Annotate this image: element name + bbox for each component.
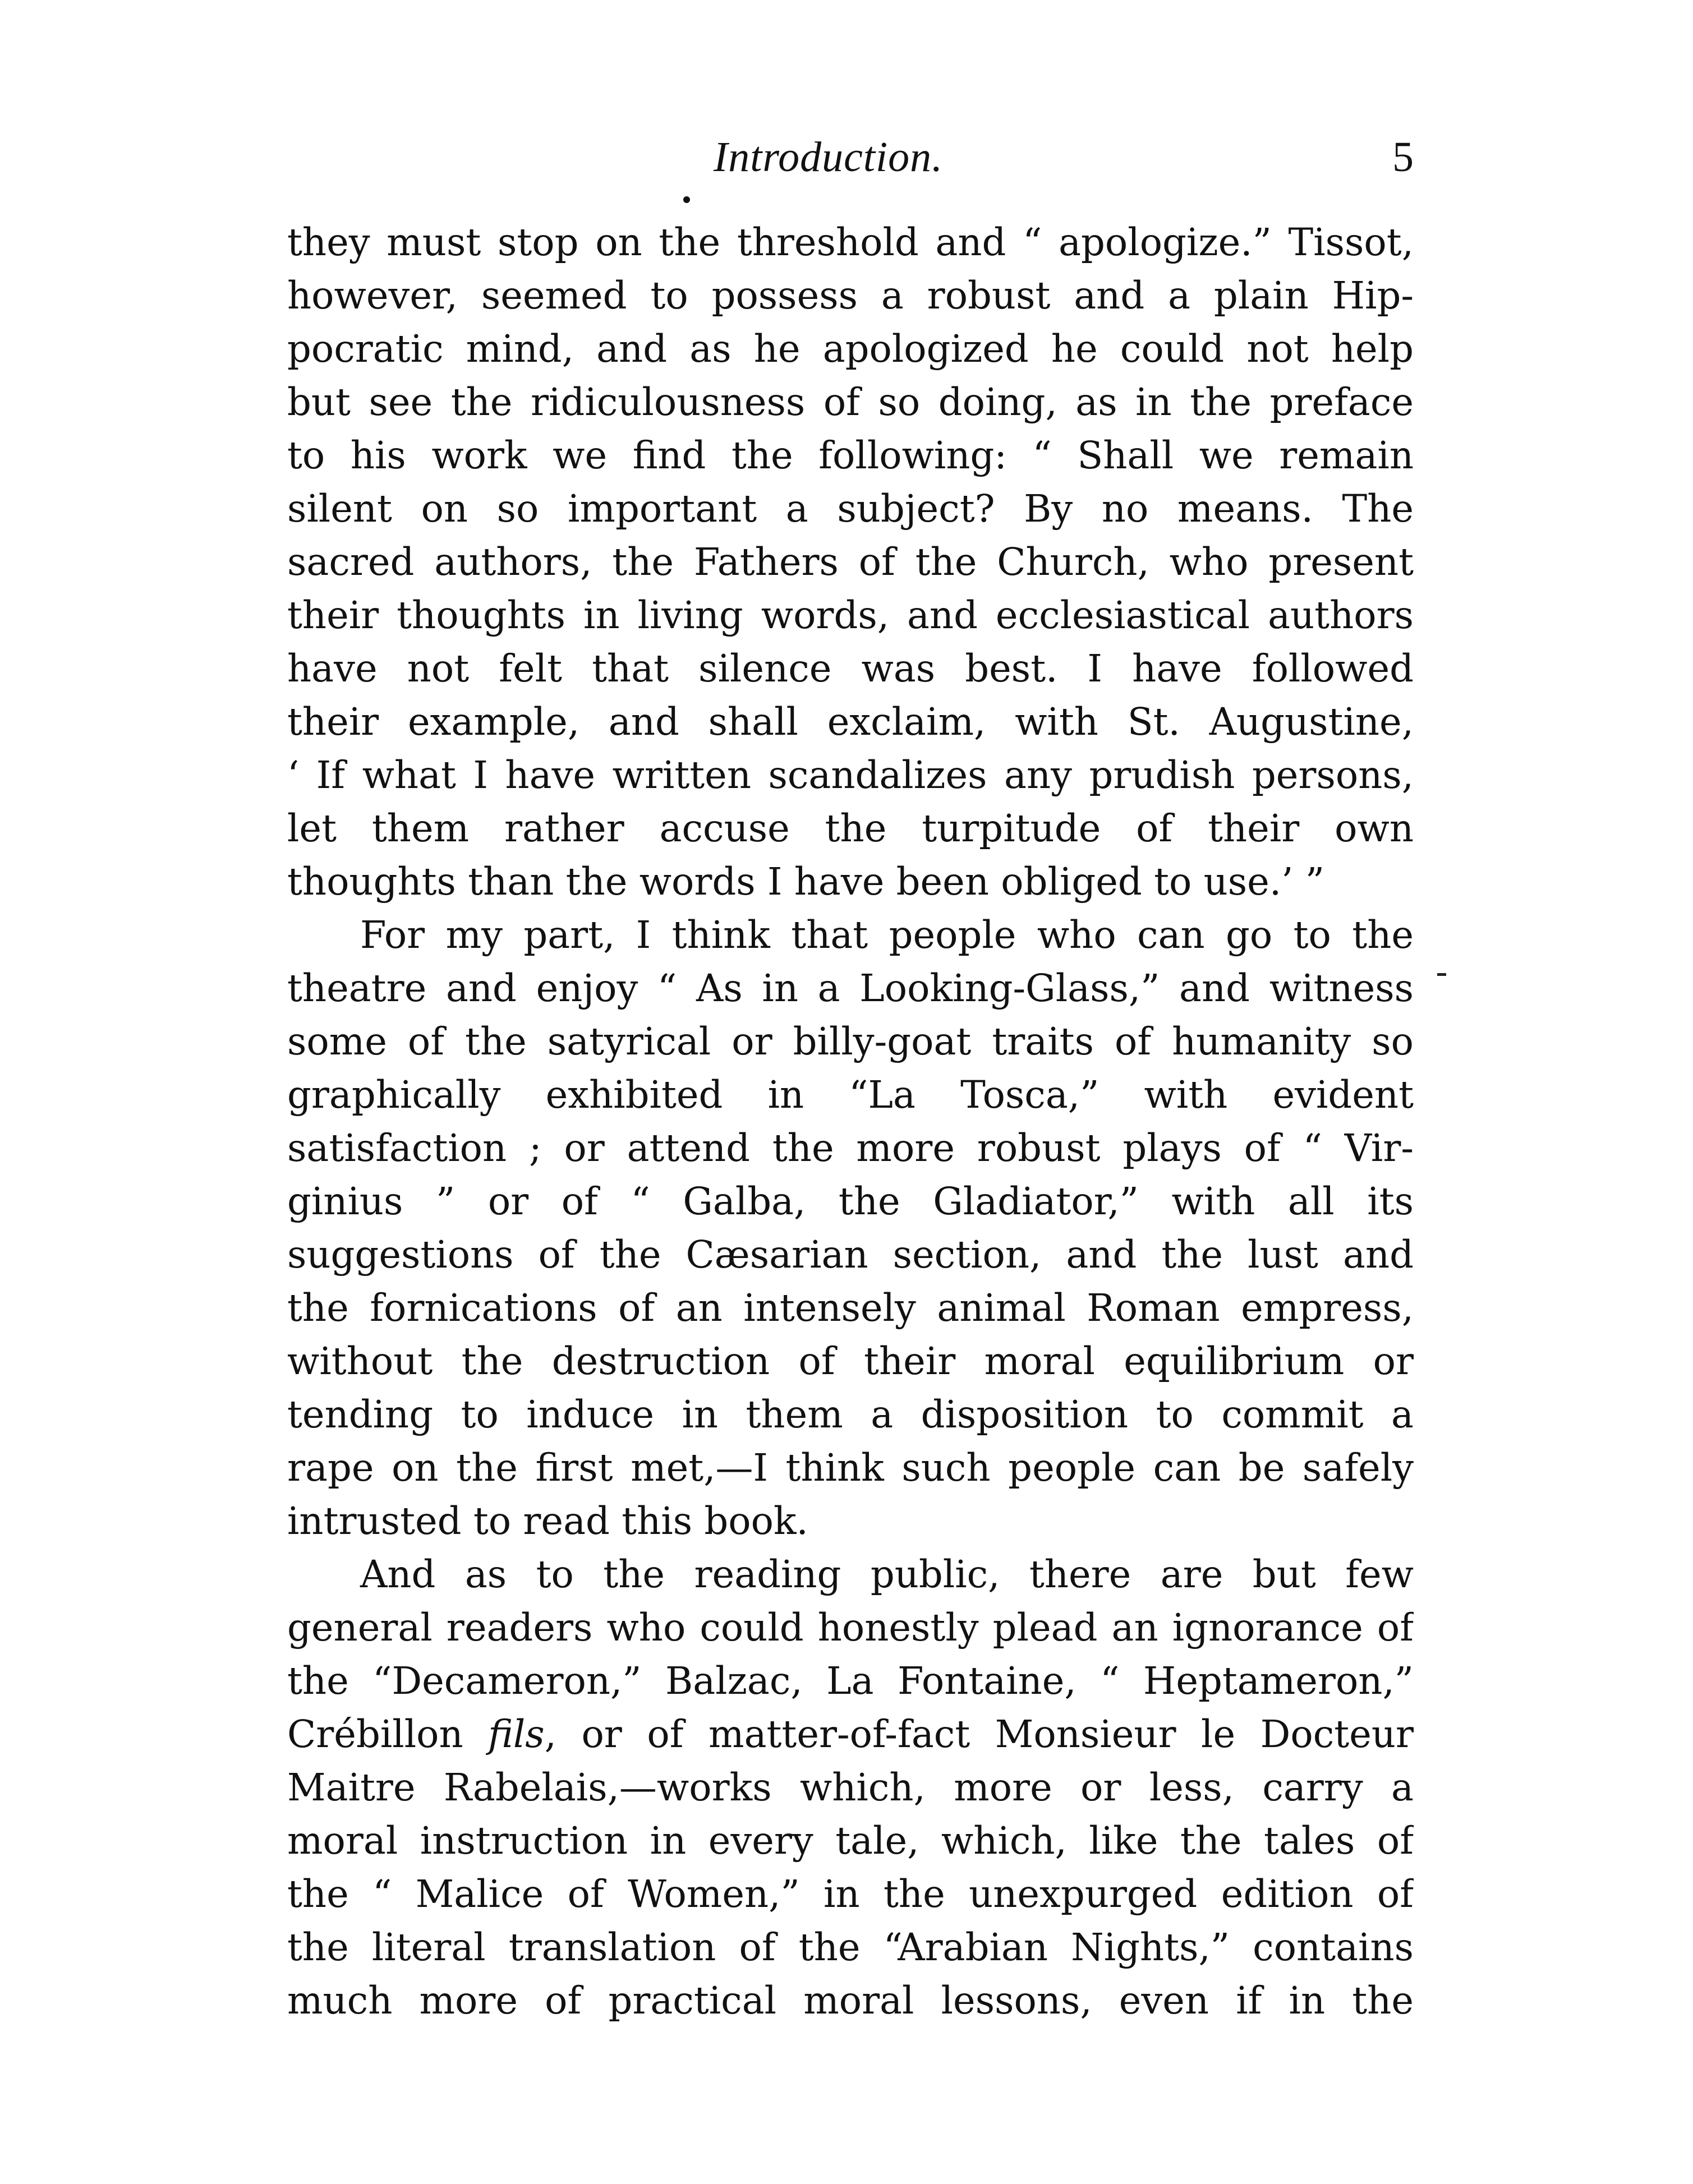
text-line: the “ Malice of Women,” in the unexpurged edition of [287,1872,1414,1916]
paragraph-2 [287,909,1414,1548]
text-line: rape on the first met,—I think such people can be safely [287,1446,1414,1490]
text-line: to his work we find the following: “ Shall we remain [287,434,1414,477]
text-line: general readers who could honestly plead an ignorance of [287,1606,1414,1649]
text-line: graphically exhibited in “La Tosca,” with evident [287,1073,1414,1117]
text-line: Crébillon fils, or of matter-of-fact Monsieur le Docteur [287,1712,1414,1756]
italic-word: fils [488,1712,545,1756]
text-line: ginius ” or of “ Galba, the Gladiator,” with all its [287,1179,1414,1223]
text-line: their example, and shall exclaim, with St. Augustine, [287,700,1414,744]
text-line: ‘ If what I have written scandalizes any prudish persons, [287,753,1414,797]
paragraph-3 [287,1548,1414,2028]
text-line: have not felt that silence was best. I have followed [287,647,1414,690]
paragraph-1 [287,216,1414,909]
page-number: 5 [1392,133,1414,181]
text-line: satisfaction ; or attend the more robust plays of “ Vir- [287,1126,1414,1170]
text-line: the literal translation of the “Arabian Nights,” contains [287,1925,1414,1969]
body-text [287,216,1414,2028]
text-line: theatre and enjoy “ As in a Looking-Glass,” and witness [287,966,1414,1010]
text-line: For my part, I think that people who can go to the [360,913,1414,957]
text-line: the fornications of an intensely animal Roman empress, [287,1286,1414,1330]
text-line: suggestions of the Cæsarian section, and the lust and [287,1233,1414,1277]
text-line: their thoughts in living words, and ecclesiastical authors [287,593,1414,637]
text-line: tending to induce in them a disposition to commit a [287,1393,1414,1436]
text-line: sacred authors, the Fathers of the Church, who present [287,540,1414,584]
print-speck [683,196,690,203]
text-line: And as to the reading public, there are but few [360,1552,1414,1596]
text-line: pocratic mind, and as he apologized he could not help [287,327,1414,371]
text-line: moral instruction in every tale, which, like the tales of [287,1819,1414,1863]
text-line: however, seemed to possess a robust and a plain Hip- [287,274,1414,317]
text-line: let them rather accuse the turpitude of their own [287,807,1414,850]
text-line: silent on so important a subject? By no means. The [287,487,1414,531]
print-mark [1437,973,1446,976]
text-line: they must stop on the threshold and “ apologize.” Tissot, [287,220,1414,264]
text-line: Maitre Rabelais,—works which, more or less, carry a [287,1766,1414,1809]
text-line: much more of practical moral lessons, even if in the [287,1979,1414,2022]
text-line: some of the satyrical or billy-goat traits of humanity so [287,1020,1414,1063]
text-line: intrusted to read this book. [287,1499,808,1543]
running-title: Introduction. [714,133,944,181]
text-line: the “Decameron,” Balzac, La Fontaine, “ Heptameron,” [287,1659,1414,1703]
text-line: without the destruction of their moral equilibrium or [287,1339,1414,1383]
text-line: but see the ridiculousness of so doing, as in the preface [287,380,1414,424]
text-line: thoughts than the words I have been obliged to use.’ ” [287,860,1324,904]
running-head [287,126,1414,188]
